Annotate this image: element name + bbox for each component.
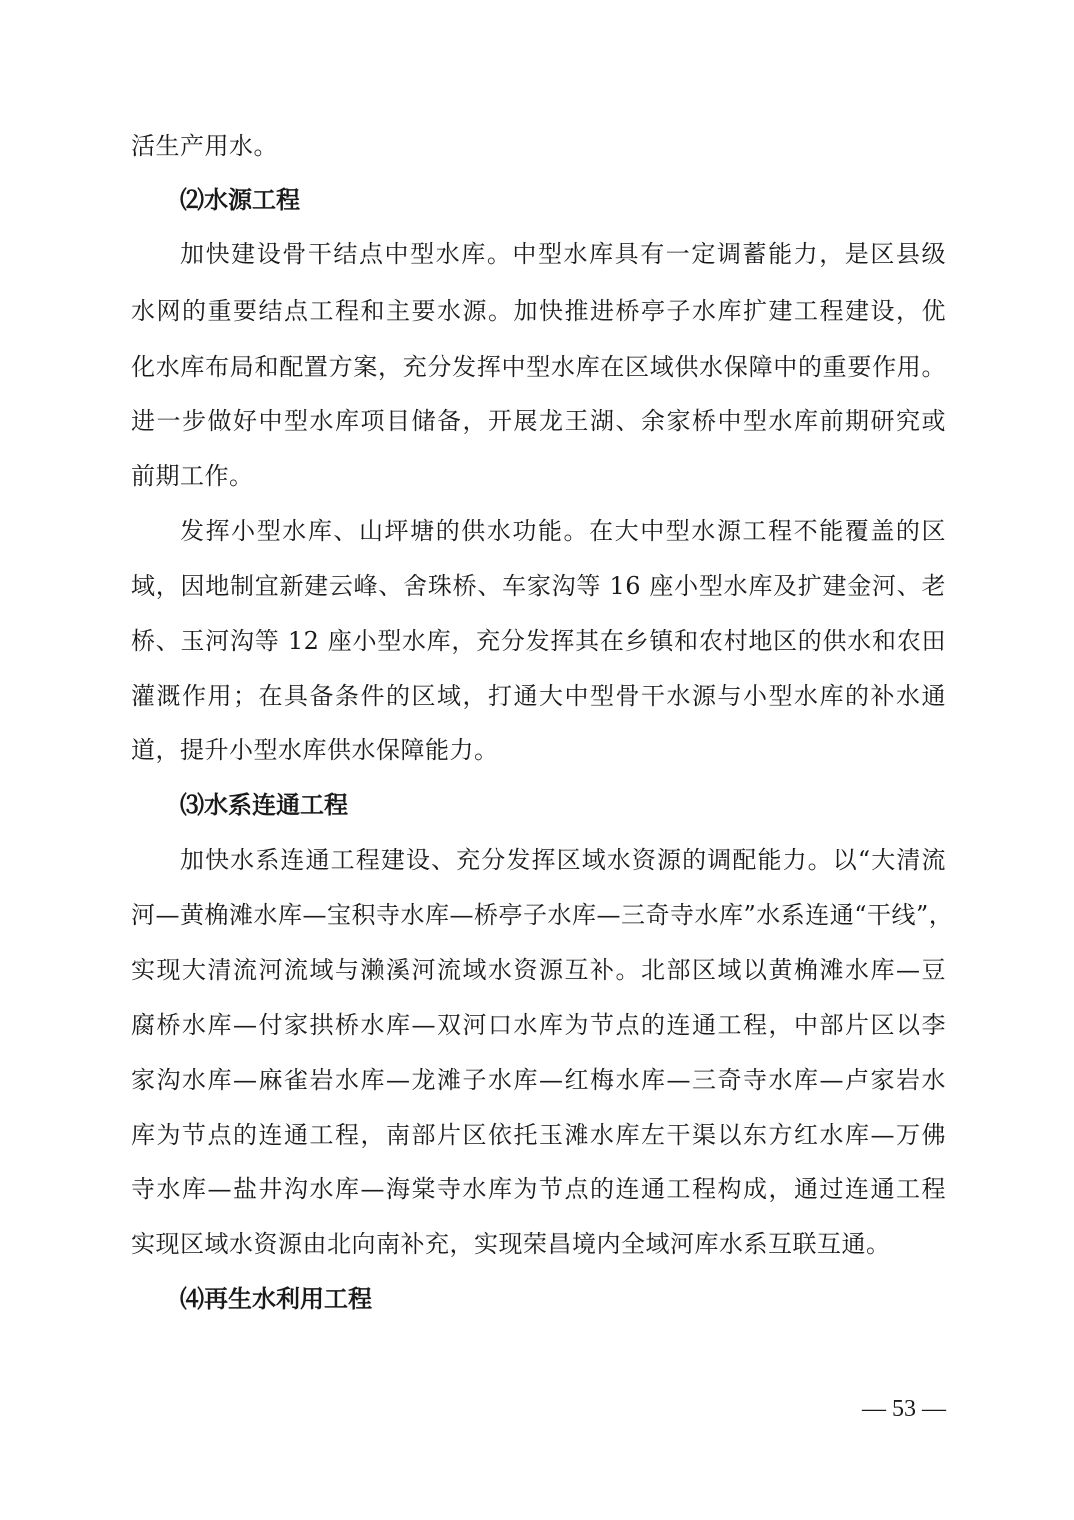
page-number: — 53 — xyxy=(862,1396,946,1422)
paragraph-line: 进一步做好中型水库项目储备，开展龙王湖、余家桥中型水库前期研究或 xyxy=(131,407,946,435)
section-heading-water-system-connection: ⑶水系连通工程 xyxy=(180,791,348,819)
paragraph-line: 发挥小型水库、山坪塘的供水功能。在大中型水源工程不能覆盖的区 xyxy=(180,517,946,545)
paragraph-line: 库为节点的连通工程，南部片区依托玉滩水库左干渠以东方红水库—万佛 xyxy=(131,1121,946,1149)
paragraph-line: 前期工作。 xyxy=(131,462,254,490)
paragraph-line: 实现大清流河流域与濑溪河流域水资源互补。北部区域以黄桷滩水库—豆 xyxy=(131,956,946,984)
section-heading-water-source: ⑵水源工程 xyxy=(180,186,300,214)
paragraph-line: 灌溉作用；在具备条件的区域，打通大中型骨干水源与小型水库的补水通 xyxy=(131,682,946,710)
paragraph-line: 寺水库—盐井沟水库—海棠寺水库为节点的连通工程构成，通过连通工程 xyxy=(131,1175,946,1203)
paragraph-line: 加快建设骨干结点中型水库。中型水库具有一定调蓄能力，是区县级 xyxy=(180,240,946,268)
paragraph-line: 活生产用水。 xyxy=(131,132,278,160)
paragraph-line: 家沟水库—麻雀岩水库—龙滩子水库—红梅水库—三奇寺水库—卢家岩水 xyxy=(131,1066,946,1094)
paragraph-line: 水网的重要结点工程和主要水源。加快推进桥亭子水库扩建工程建设，优 xyxy=(131,297,946,325)
paragraph-line: 实现区域水资源由北向南补充，实现荣昌境内全域河库水系互联互通。 xyxy=(131,1230,891,1258)
paragraph-line: 化水库布局和配置方案，充分发挥中型水库在区域供水保障中的重要作用。 xyxy=(131,353,946,381)
paragraph-line: 道，提升小型水库供水保障能力。 xyxy=(131,736,499,764)
paragraph-line: 域，因地制宜新建云峰、舍珠桥、车家沟等 16 座小型水库及扩建金河、老 xyxy=(131,572,946,600)
paragraph-line: 加快水系连通工程建设、充分发挥区域水资源的调配能力。以“大清流 xyxy=(180,846,946,874)
section-heading-reclaimed-water: ⑷再生水利用工程 xyxy=(180,1285,372,1313)
paragraph-line: 桥、玉河沟等 12 座小型水库，充分发挥其在乡镇和农村地区的供水和农田 xyxy=(131,627,946,655)
paragraph-line: 河—黄桷滩水库—宝积寺水库—桥亭子水库—三奇寺水库”水系连通“干线”， xyxy=(131,901,954,929)
paragraph-line: 腐桥水库—付家拱桥水库—双河口水库为节点的连通工程，中部片区以李 xyxy=(131,1011,946,1039)
